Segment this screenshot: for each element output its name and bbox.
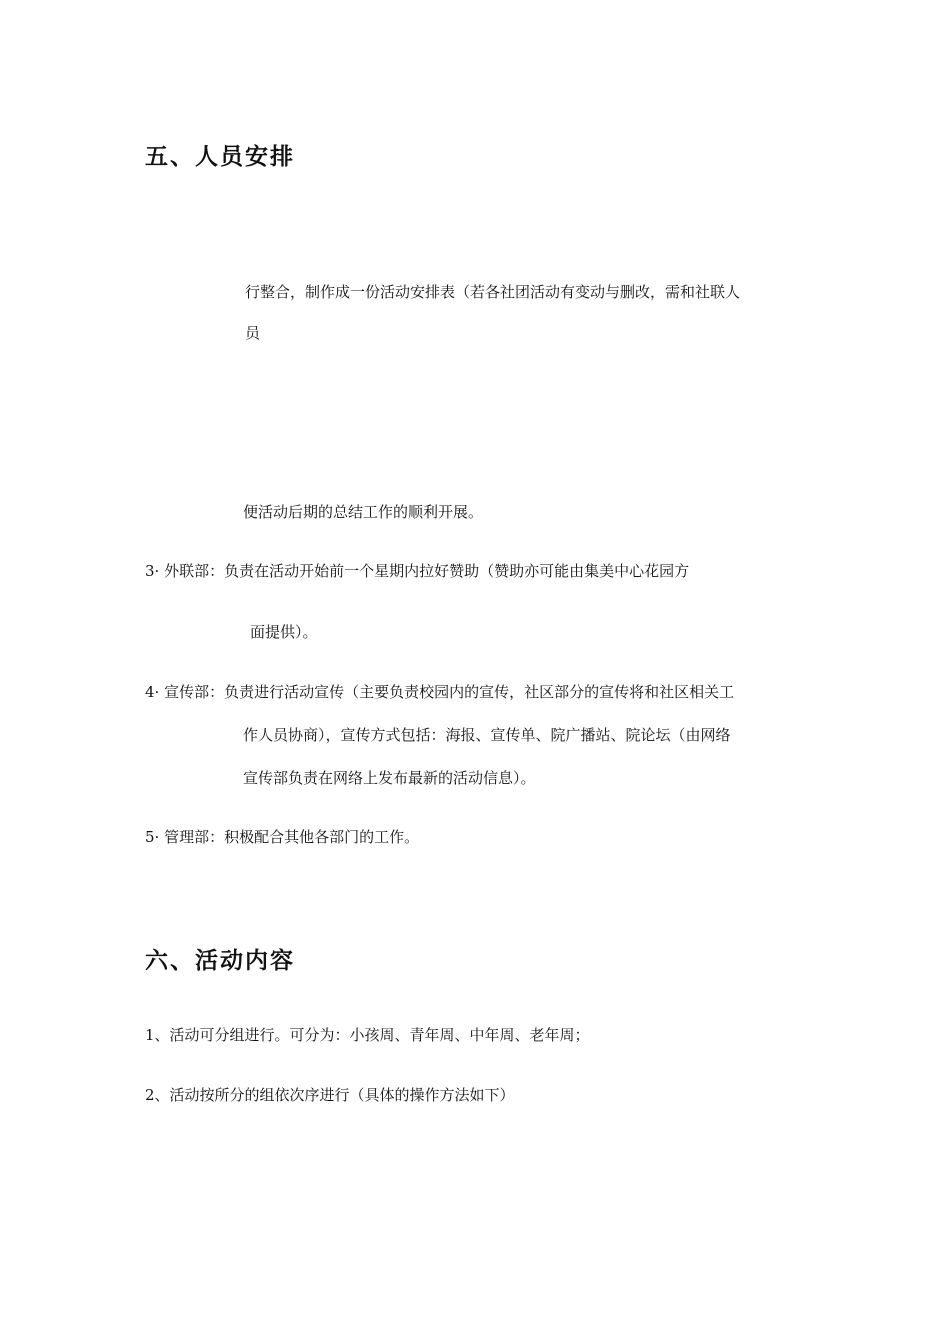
paragraph-line: 员 xyxy=(245,324,261,342)
list-item-external-affairs: 3· 外联部：负责在活动开始前一个星期内拉好赞助（赞助亦可能由集美中心花园方 xyxy=(145,562,690,580)
list-item-publicity: 4· 宣传部：负责进行活动宣传（主要负责校园内的宣传，社区部分的宣传将和社区相关工 xyxy=(145,683,735,701)
list-item-management: 5· 管理部：积极配合其他各部门的工作。 xyxy=(145,828,420,846)
section-heading-personnel: 五、人员安排 xyxy=(145,144,295,170)
paragraph-line: 便活动后期的总结工作的顺利开展。 xyxy=(243,503,484,521)
paragraph-line: 行整合，制作成一份活动安排表（若各社团活动有变动与删改，需和社联人 xyxy=(245,283,741,301)
list-item-continuation: 作人员协商），宣传方式包括：海报、宣传单、院广播站、院论坛（由网络 xyxy=(243,726,731,744)
list-item-continuation: 面提供）。 xyxy=(250,623,318,641)
list-item-continuation: 宣传部负责在网络上发布最新的活动信息）。 xyxy=(243,769,536,787)
list-item-activity-groups: 1、活动可分组进行。可分为：小孩周、青年周、中年周、老年周； xyxy=(145,1026,590,1044)
list-item-activity-order: 2、活动按所分的组依次序进行（具体的操作方法如下） xyxy=(145,1086,515,1104)
section-heading-activity-content: 六、活动内容 xyxy=(145,948,295,974)
